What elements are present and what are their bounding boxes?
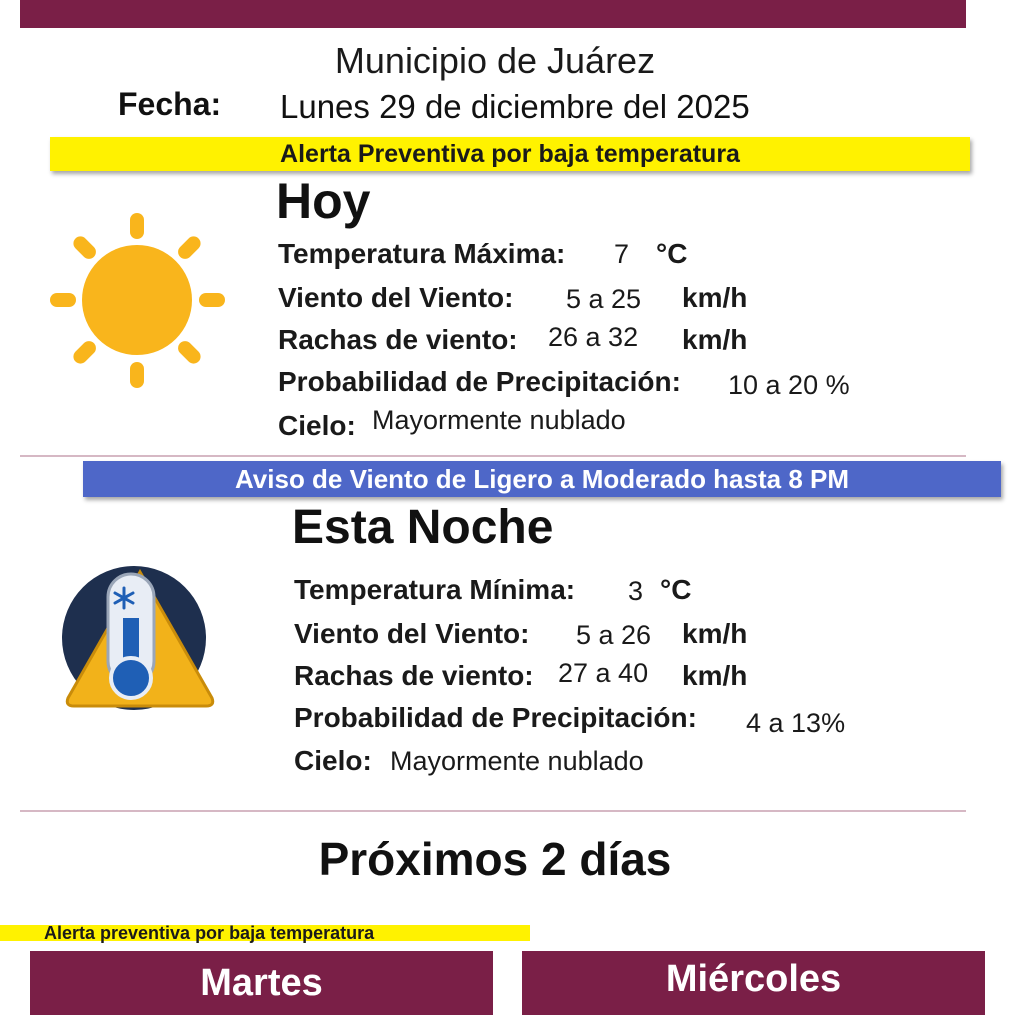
hoy-precip-value: 10 a 20 % [728,370,850,400]
noche-temp-min-unit: °C [660,574,692,605]
noche-viento-value: 5 a 26 [576,620,652,650]
noche-rachas-label: Rachas de viento: [294,660,534,691]
noche-cielo-value: Mayormente nublado [390,746,644,776]
cold-thermometer-warning-icon [62,560,222,720]
hoy-title: Hoy [276,173,371,229]
hoy-temp-max-value: 7 [614,239,630,269]
municipio-title: Municipio de Juárez [334,40,656,81]
hoy-temp-max-unit: °C [656,238,688,269]
divider [20,455,966,457]
day-tab-martes[interactable]: Martes [30,951,493,1015]
top-bar [20,0,966,28]
noche-temp-min-label: Temperatura Mínima: [294,574,576,605]
hoy-viento-label: Viento del Viento: [278,282,514,313]
alerta-preventiva-text: Alerta preventiva por baja temperatura [44,923,375,943]
noche-viento-unit: km/h [682,618,748,649]
noche-precip-label: Probabilidad de Precipitación: [294,702,697,733]
fecha-label: Fecha: [118,86,222,122]
hoy-rachas-unit: km/h [682,324,748,355]
hoy-precip-label: Probabilidad de Precipitación: [278,366,681,397]
sun-icon [45,208,230,393]
noche-temp-min-value: 3 [628,576,644,606]
divider [20,810,966,812]
noche-rachas-unit: km/h [682,660,748,691]
alerta-preventiva-banner: Alerta Preventiva por baja temperatura [50,137,970,171]
hoy-rachas-value: 26 a 32 [548,322,639,352]
noche-rachas-value: 27 a 40 [558,658,649,688]
noche-cielo-label: Cielo: [294,745,372,776]
day-tab-miercoles[interactable]: Miércoles [522,951,985,1015]
hoy-rachas-label: Rachas de viento: [278,324,518,355]
hoy-cielo-label: Cielo: [278,410,356,441]
fecha-value: Lunes 29 de diciembre del 2025 [280,88,750,125]
proximos-dias-title: Próximos 2 días [318,833,672,885]
hoy-viento-unit: km/h [682,282,748,313]
aviso-viento-banner: Aviso de Viento de Ligero a Moderado hasta 8 PM [83,461,1001,497]
noche-viento-label: Viento del Viento: [294,618,530,649]
hoy-temp-max-label: Temperatura Máxima: [278,238,566,269]
hoy-cielo-value: Mayormente nublado [372,405,626,435]
esta-noche-title: Esta Noche [292,501,554,554]
hoy-viento-value: 5 a 25 [566,284,642,314]
noche-precip-value: 4 a 13% [746,708,846,738]
